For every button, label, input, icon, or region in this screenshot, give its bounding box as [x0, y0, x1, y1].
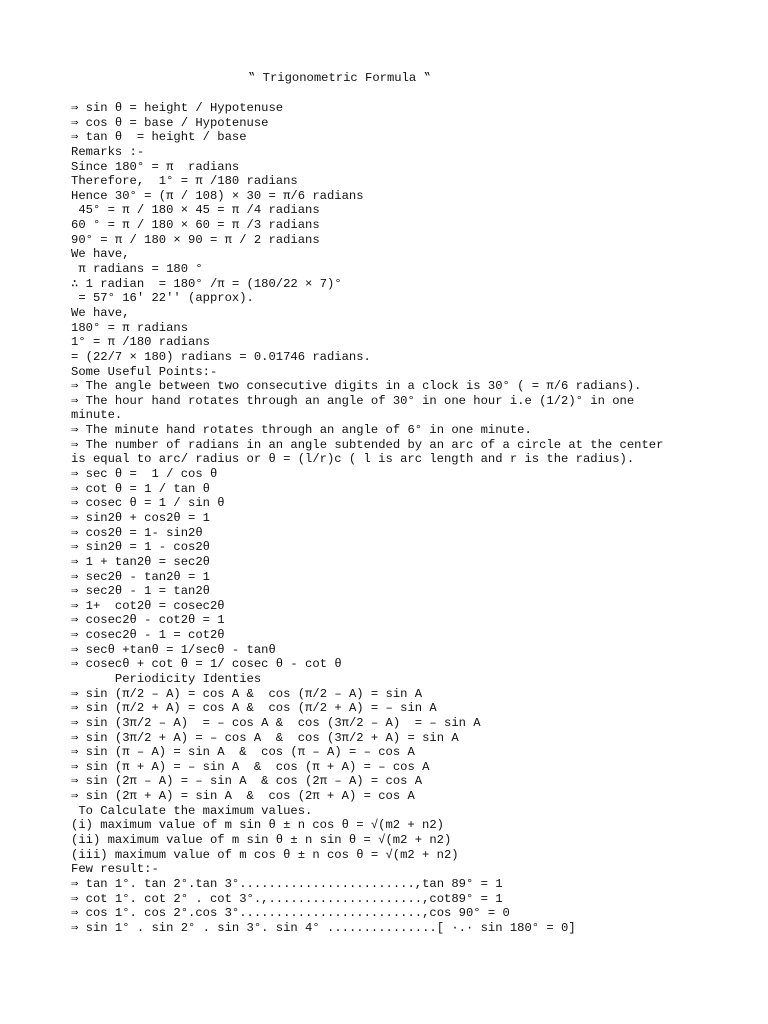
text-line: ⇒ tan 1°. tan 2°.tan 3°........................,tan 89° = 1: [71, 876, 503, 891]
text-line: ⇒ secθ +tanθ = 1/secθ - tanθ: [71, 642, 276, 657]
text-line: Some Useful Points:-: [71, 364, 218, 379]
text-line: 180° = π radians: [71, 320, 189, 335]
text-line: ⇒ sin (π – A) = sin A & cos (π – A) = – cos A: [71, 745, 415, 760]
text-line: ⇒ cos θ = base / Hypotenuse: [71, 115, 269, 130]
text-line: Therefore, 1° = π /180 radians: [71, 174, 298, 189]
text-line: ⇒ The minute hand rotates through an angle of 6° in one minute.: [71, 423, 532, 438]
text-line: ⇒ cosec2θ - cot2θ = 1: [71, 613, 225, 628]
text-line: (ii) maximum value of m sin θ ± n sin θ = √(m2 + n2): [71, 833, 452, 848]
text-line: ⇒ cosecθ + cot θ = 1/ cosec θ - cot θ: [71, 657, 342, 672]
text-line: ⇒ sin (π + A) = – sin A & cos (π + A) = – cos A: [71, 759, 430, 774]
text-line: 1° = π /180 radians: [71, 335, 210, 350]
text-line: ⇒ sin (3π/2 – A) = – cos A & cos (3π/2 – A) = – sin A: [71, 715, 481, 730]
text-line: ⇒ 1 + tan2θ = sec2θ: [71, 554, 210, 569]
text-line: = 57° 16' 22'' (approx).: [71, 291, 254, 306]
document-title: ‟ Trigonometric Formula ‟: [248, 71, 431, 85]
text-line: ⇒ sin 1° . sin 2° . sin 3°. sin 4° ...............[ ·.· sin 180° = 0]: [71, 920, 576, 935]
text-line: We have,: [71, 305, 130, 320]
text-line: (i) maximum value of m sin θ ± n cos θ = √(m2 + n2): [71, 818, 444, 833]
text-line: is equal to arc/ radius or θ = (l/r)c ( l is arc length and r is the radius).: [71, 452, 635, 467]
text-line: Periodicity Identies: [71, 671, 262, 686]
text-line: ⇒ sin2θ + cos2θ = 1: [71, 510, 210, 525]
text-line: ⇒ sin2θ = 1 - cos2θ: [71, 540, 210, 555]
text-line: = (22/7 × 180) radians = 0.01746 radians.: [71, 349, 371, 364]
text-line: 45° = π / 180 × 45 = π /4 radians: [71, 203, 320, 218]
text-line: ⇒ The angle between two consecutive digits in a clock is 30° ( = π/6 radians).: [71, 379, 642, 394]
text-line: ⇒ sin (2π + A) = sin A & cos (2π + A) = cos A: [71, 789, 415, 804]
text-line: 90° = π / 180 × 90 = π / 2 radians: [71, 232, 320, 247]
text-line: ⇒ tan θ = height / base: [71, 130, 247, 145]
text-line: Hence 30° = (π / 108) × 30 = π/6 radians: [71, 188, 364, 203]
text-line: ⇒ sin (3π/2 + A) = – cos A & cos (3π/2 + A) = sin A: [71, 730, 459, 745]
text-line: ∴ 1 radian = 180° /π = (180/22 × 7)°: [71, 276, 342, 291]
text-line: ⇒ cosec2θ - 1 = cot2θ: [71, 628, 225, 643]
text-line: (iii) maximum value of m cos θ ± n cos θ = √(m2 + n2): [71, 847, 459, 862]
text-line: We have,: [71, 247, 130, 262]
document-body: [71, 101, 761, 936]
text-line: ⇒ 1+ cot2θ = cosec2θ: [71, 598, 225, 613]
text-line: Few result:-: [71, 862, 159, 877]
text-line: ⇒ The number of radians in an angle subtended by an arc of a circle at the center: [71, 437, 664, 452]
text-line: ⇒ The hour hand rotates through an angle of 30° in one hour i.e (1/2)° in one: [71, 393, 635, 408]
text-line: ⇒ sin (π/2 – A) = cos A & cos (π/2 – A) = sin A: [71, 686, 423, 701]
text-line: ⇒ sec2θ - tan2θ = 1: [71, 569, 210, 584]
text-line: ⇒ sin (π/2 + A) = cos A & cos (π/2 + A) = – sin A: [71, 701, 437, 716]
text-line: π radians = 180 °: [71, 262, 203, 277]
text-line: To Calculate the maximum values.: [71, 803, 313, 818]
text-line: ⇒ sec2θ - 1 = tan2θ: [71, 584, 210, 599]
text-line: ⇒ cosec θ = 1 / sin θ: [71, 496, 225, 511]
text-line: ⇒ cos 1°. cos 2°.cos 3°.........................,cos 90° = 0: [71, 906, 510, 921]
text-line: minute.: [71, 408, 123, 423]
text-line: ⇒ sin (2π – A) = – sin A & cos (2π – A) = cos A: [71, 774, 423, 789]
text-line: ⇒ sec θ = 1 / cos θ: [71, 467, 218, 482]
text-line: ⇒ sin θ = height / Hypotenuse: [71, 101, 284, 115]
text-line: Remarks :-: [71, 144, 145, 159]
text-line: ⇒ cot θ = 1 / tan θ: [71, 481, 210, 496]
text-line: Since 180° = π radians: [71, 159, 240, 174]
text-line: 60 ° = π / 180 × 60 = π /3 radians: [71, 218, 320, 233]
text-line: ⇒ cot 1°. cot 2° . cot 3°.,.....................,cot89° = 1: [71, 891, 503, 906]
text-line: ⇒ cos2θ = 1- sin2θ: [71, 525, 203, 540]
